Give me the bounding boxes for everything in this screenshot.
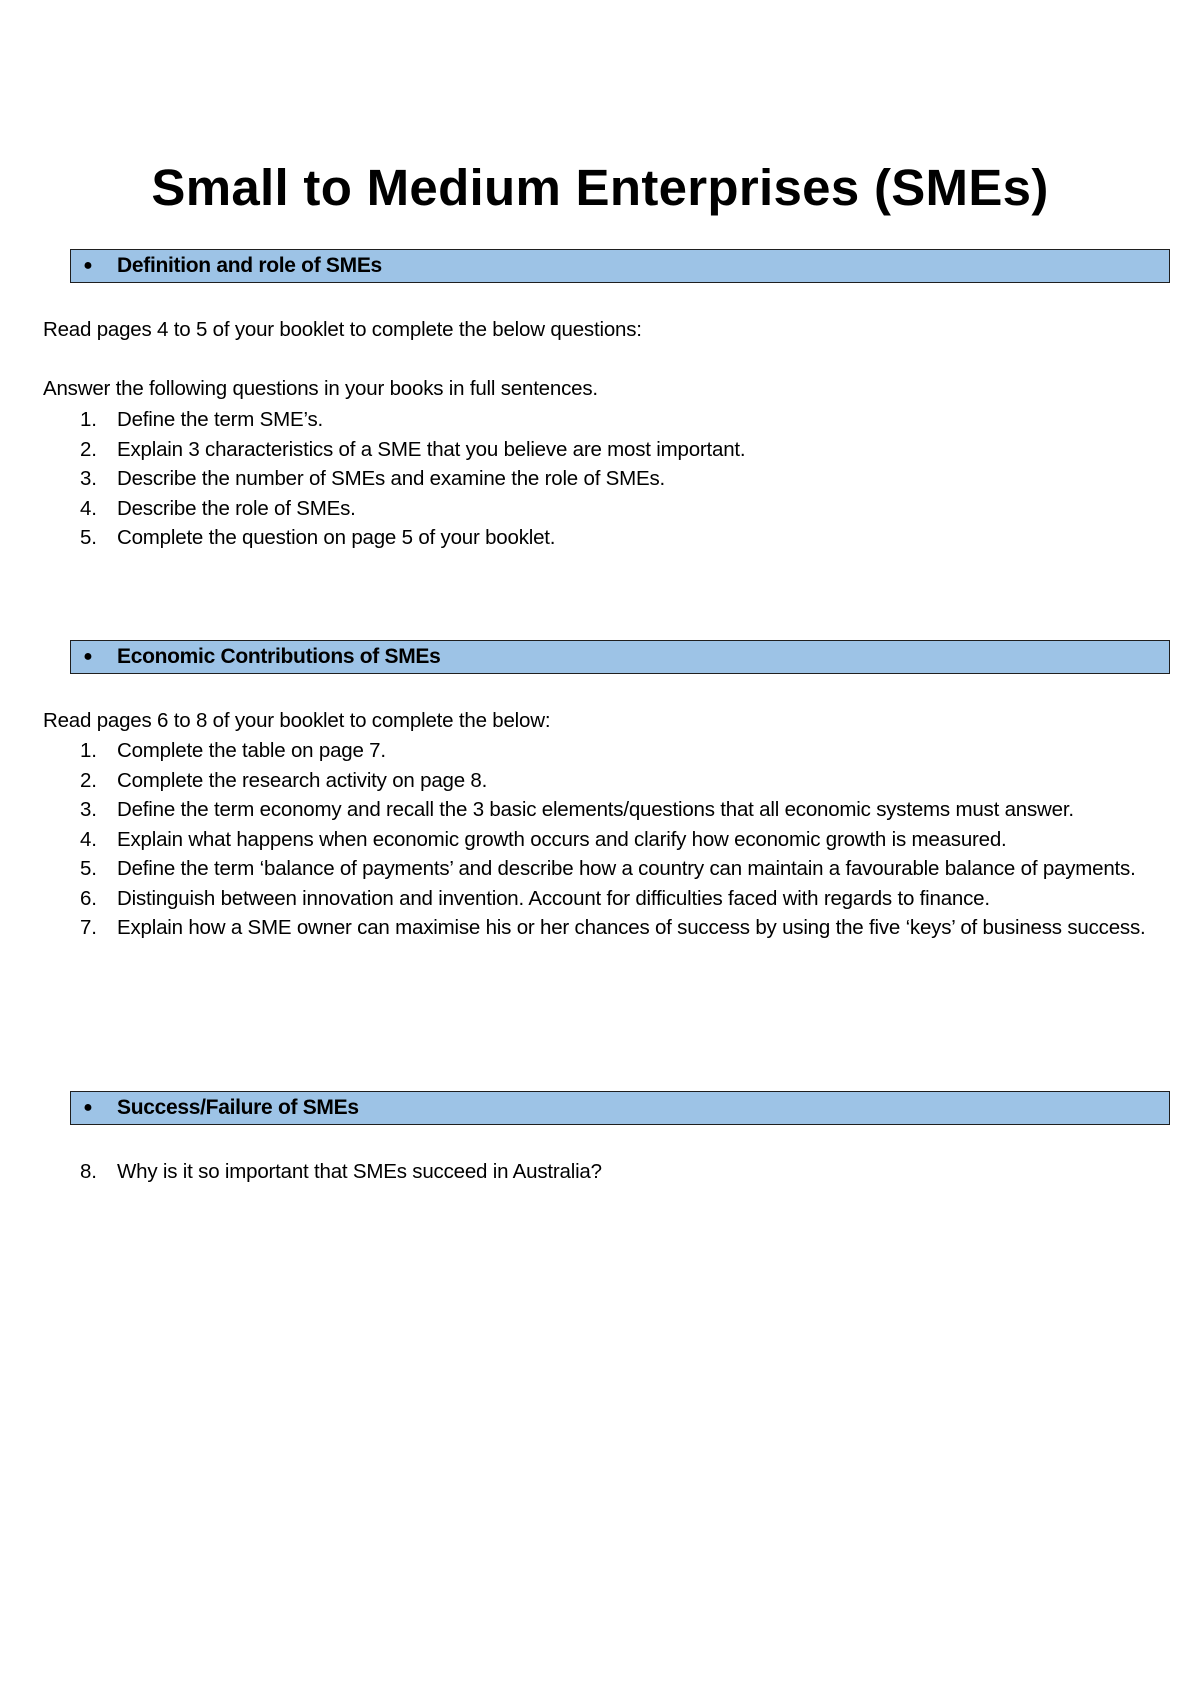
list-item bbox=[0, 464, 1200, 494]
question-list-success-failure bbox=[0, 1157, 1200, 1187]
bullet-icon: ● bbox=[83, 1099, 93, 1116]
list-item-number: 1. bbox=[80, 408, 97, 431]
instruction-paragraph: Answer the following questions in your books in full sentences. bbox=[43, 377, 598, 400]
list-item bbox=[0, 825, 1200, 855]
list-item-text: Explain how a SME owner can maximise his or her chances of success by using the five ‘keys’ of business success. bbox=[117, 916, 1146, 939]
list-item-text: Explain what happens when economic growth occurs and clarify how economic growth is measured. bbox=[117, 827, 1007, 851]
question-list-definition bbox=[0, 405, 1200, 553]
list-item-number: 3. bbox=[80, 467, 97, 490]
list-item bbox=[0, 766, 1200, 796]
list-item-text: Define the term economy and recall the 3 basic elements/questions that all economic systems must answer. bbox=[117, 798, 1074, 821]
list-item-number: 2. bbox=[80, 437, 97, 461]
list-item-text: Describe the number of SMEs and examine the role of SMEs. bbox=[117, 467, 666, 490]
list-item-text: Define the term ‘balance of payments’ and describe how a country can maintain a favourable balance of payments. bbox=[117, 857, 1136, 880]
list-item bbox=[0, 736, 1200, 766]
instruction-paragraph: Read pages 4 to 5 of your booklet to complete the below questions: bbox=[43, 318, 642, 341]
section-heading-label: Definition and role of SMEs bbox=[117, 254, 382, 277]
list-item bbox=[0, 884, 1200, 914]
list-item-number: 2. bbox=[80, 768, 97, 792]
question-list-economic bbox=[0, 736, 1200, 943]
list-item-text: Complete the table on page 7. bbox=[117, 739, 386, 762]
list-item-text: Define the term SME’s. bbox=[117, 408, 323, 431]
section-heading-label: Success/Failure of SMEs bbox=[117, 1096, 359, 1119]
list-item-text: Why is it so important that SMEs succeed in Australia? bbox=[117, 1160, 602, 1183]
list-item-number: 6. bbox=[80, 886, 97, 910]
list-item-text: Explain 3 characteristics of a SME that you believe are most important. bbox=[117, 437, 746, 461]
list-item-number: 7. bbox=[80, 916, 97, 939]
list-item-text: Complete the research activity on page 8. bbox=[117, 768, 488, 792]
list-item-number: 5. bbox=[80, 857, 97, 880]
list-item bbox=[0, 523, 1200, 553]
instruction-paragraph: Read pages 6 to 8 of your booklet to complete the below: bbox=[43, 709, 551, 732]
list-item bbox=[0, 494, 1200, 524]
list-item bbox=[0, 913, 1200, 943]
list-item-number: 4. bbox=[80, 496, 97, 520]
section-heading-success-failure bbox=[70, 1091, 1170, 1125]
list-item-text: Describe the role of SMEs. bbox=[117, 496, 356, 520]
section-heading-definition bbox=[70, 249, 1170, 283]
section-heading-label: Economic Contributions of SMEs bbox=[117, 645, 441, 668]
list-item-text: Distinguish between innovation and invention. Account for difficulties faced with regards to finance. bbox=[117, 886, 990, 910]
page-title: Small to Medium Enterprises (SMEs) bbox=[151, 159, 1049, 216]
list-item-number: 5. bbox=[80, 526, 97, 549]
list-item-number: 1. bbox=[80, 739, 97, 762]
list-item bbox=[0, 854, 1200, 884]
list-item bbox=[0, 795, 1200, 825]
list-item-number: 4. bbox=[80, 827, 97, 851]
list-item-text: Complete the question on page 5 of your booklet. bbox=[117, 526, 556, 549]
list-item-number: 8. bbox=[80, 1160, 97, 1183]
list-item-number: 3. bbox=[80, 798, 97, 821]
list-item bbox=[0, 405, 1200, 435]
bullet-icon: ● bbox=[83, 648, 93, 665]
list-item bbox=[0, 1157, 1200, 1187]
list-item bbox=[0, 435, 1200, 465]
section-heading-economic bbox=[70, 640, 1170, 674]
bullet-icon: ● bbox=[83, 257, 93, 274]
